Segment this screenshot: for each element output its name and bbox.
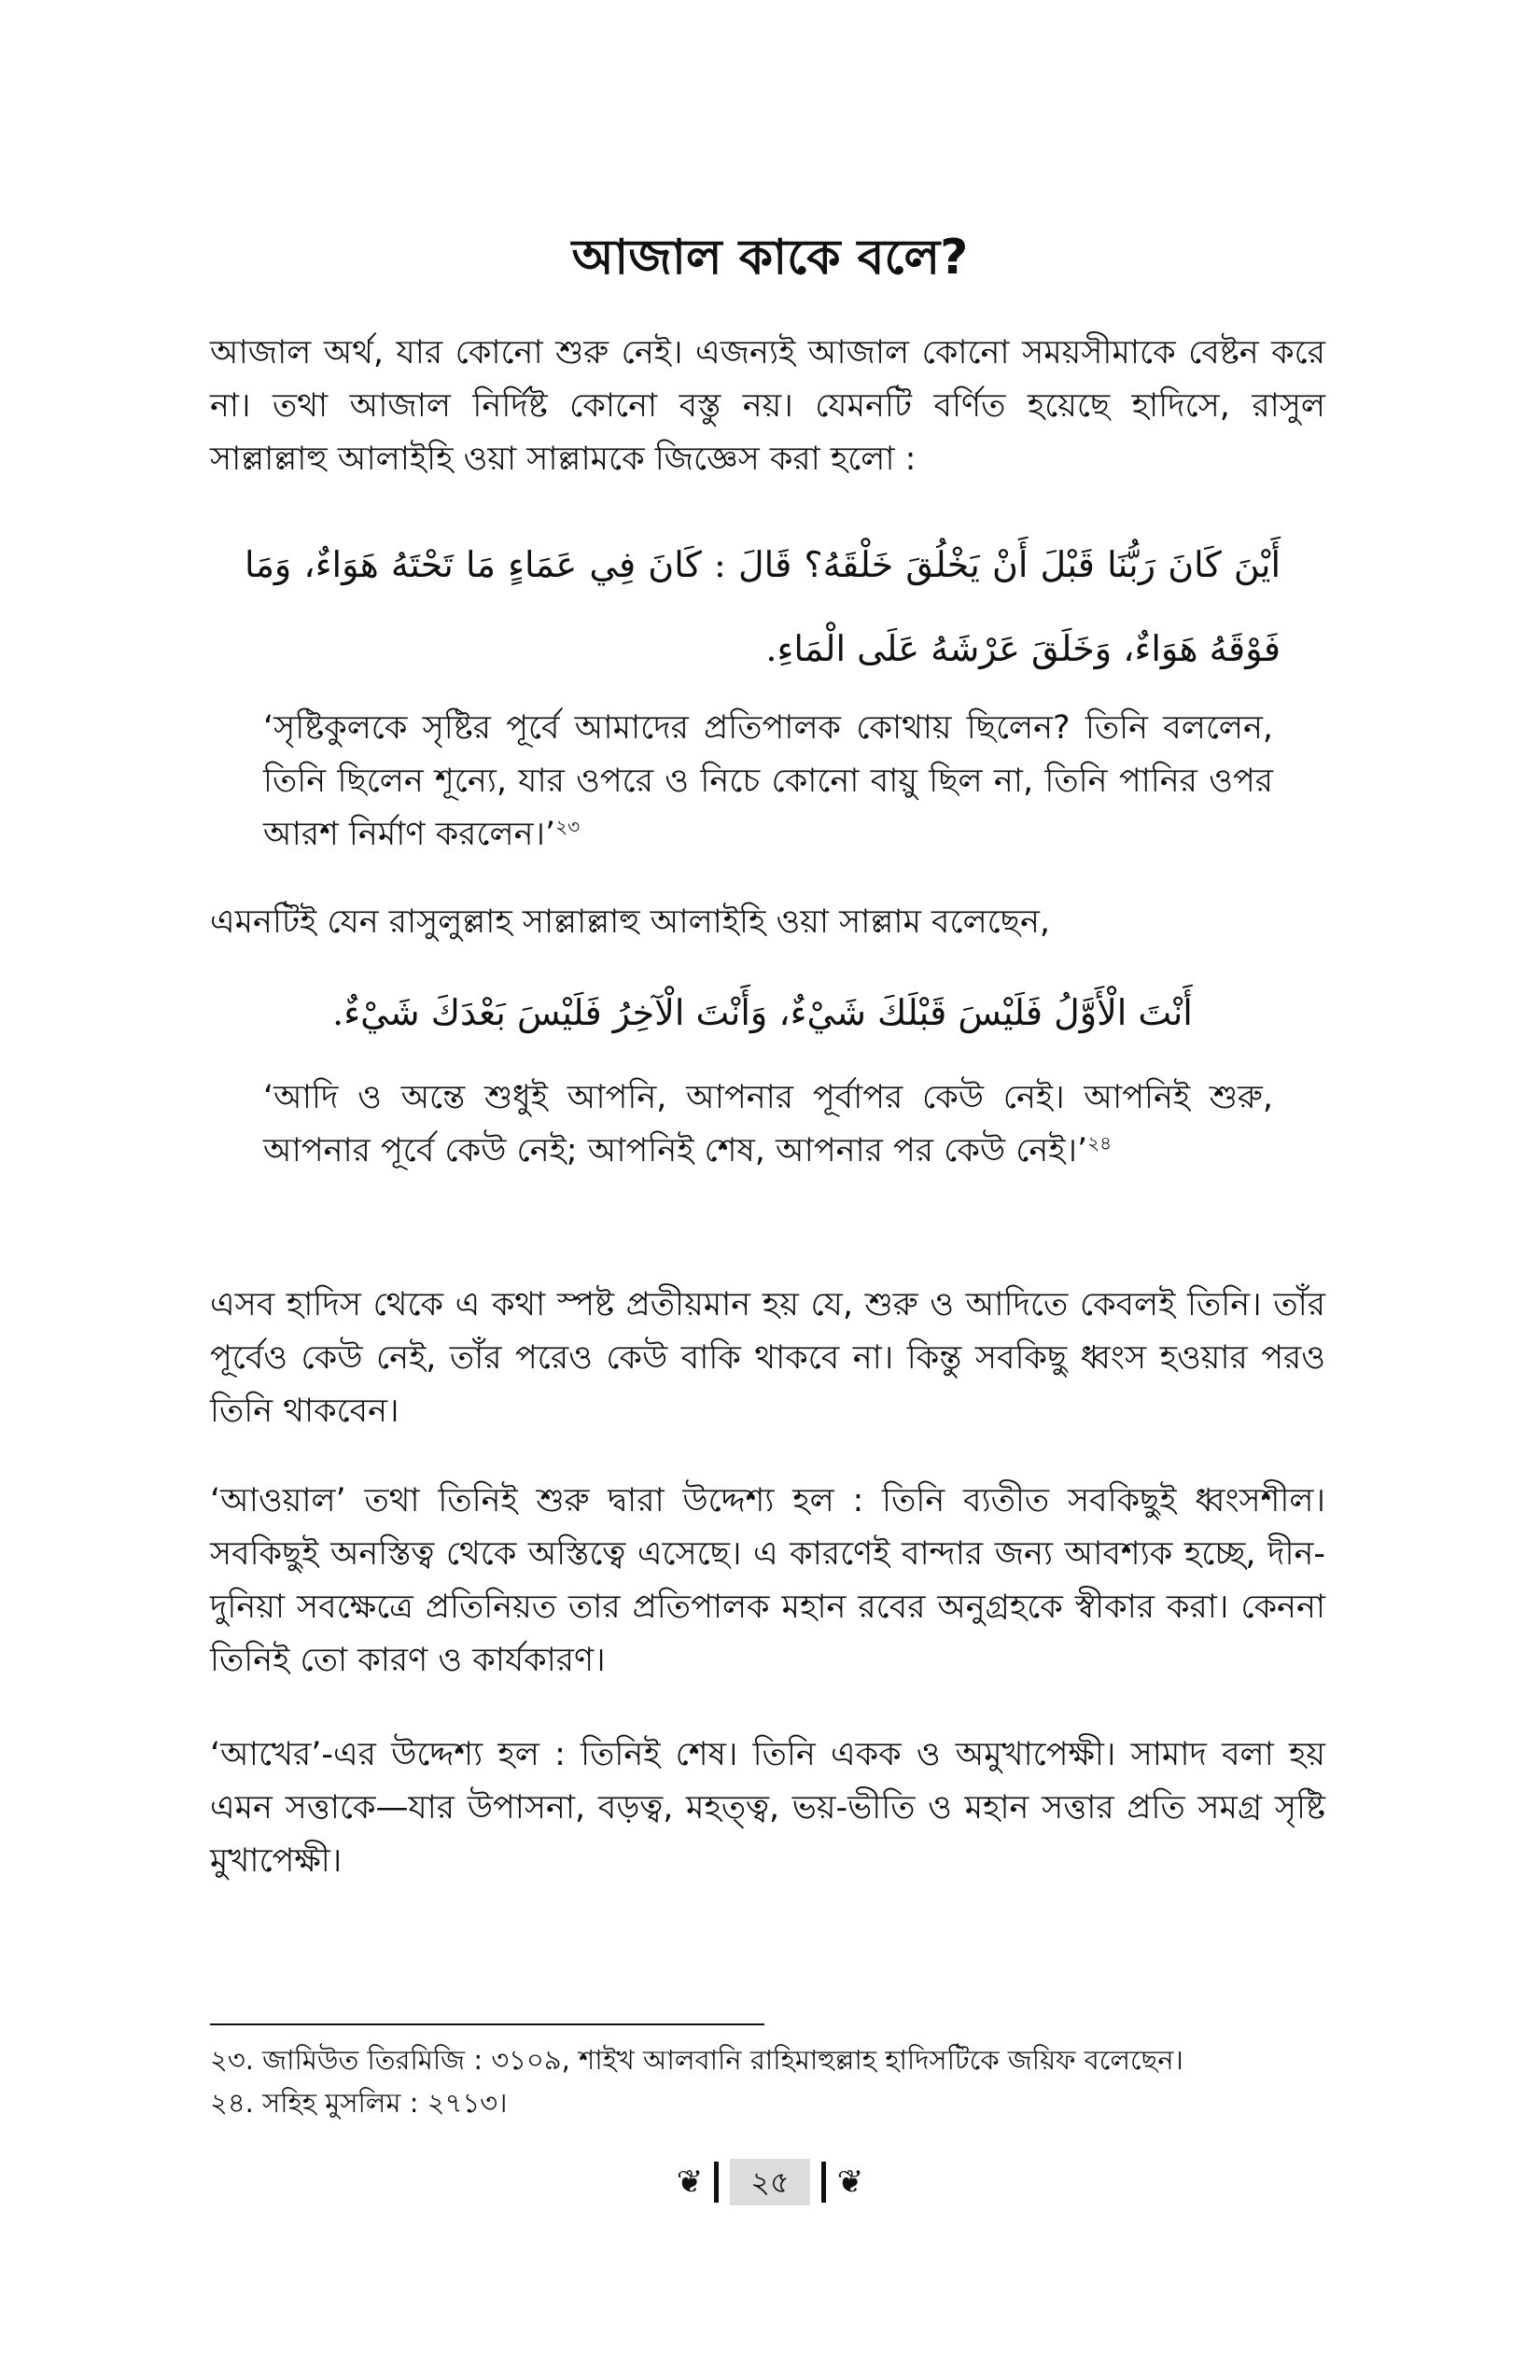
footnote-ref-23: ২৩	[555, 815, 581, 838]
footnote-23: ২৩. জামিউত তিরমিজি : ৩১০৯, শাইখ আলবানি রাহিমাহুল্লাহ হাদিসটিকে জয়িফ বলেছেন।	[210, 2044, 1183, 2076]
footnote-ref-24: ২৪	[1087, 1131, 1113, 1155]
floral-ornament-left-icon: ❦	[676, 2163, 704, 2201]
footnote-divider	[210, 2023, 764, 2025]
paragraph-lead-in: এমনটিই যেন রাসুলুল্লাহ সাল্লাল্লাহু আলাইহি ওয়া সাল্লাম বলেছেন,	[210, 903, 1050, 941]
quote-text-2: ‘আদি ও অন্তে শুধুই আপনি, আপনার পূর্বাপর কেউ নেই। আপনিই শুরু, আপনার পূর্বে কেউ নেই; আপনিই শেষ, আপনার পর কেউ নেই।’	[263, 1079, 1273, 1169]
page-number: ২৫	[730, 2159, 810, 2205]
floral-ornament-right-icon: ❦	[836, 2163, 864, 2201]
folio-bar-left	[714, 2162, 719, 2203]
paragraph-explanation: এসব হাদিস থেকে এ কথা স্পষ্ট প্রতীয়মান হয় যে, শুরু ও আদিতে কেবলই তিনি। তাঁর পূর্বেও কেউ নেই, তাঁর পরেও কেউ বাকি থাকবে না। কিন্তু সবকিছু ধ্বংস হওয়ার পরও তিনি থাকবেন।	[210, 1286, 1325, 1430]
page-folio	[0, 2154, 1540, 2210]
arabic-hadith-2: أَنْتَ الْأَوَّلُ فَلَيْسَ قَبْلَكَ شَيْءٌ، وَأَنْتَ الْآخِرُ فَلَيْسَ بَعْدَكَ شَيْءٌ.	[332, 992, 1193, 1033]
folio-bar-right	[821, 2162, 826, 2203]
page-title: আজাল কাকে বলে?	[571, 230, 969, 286]
quote-text-1: ‘সৃষ্টিকুলকে সৃষ্টির পূর্বে আমাদের প্রতিপালক কোথায় ছিলেন? তিনি বললেন, তিনি ছিলেন শূন্যে, যার ওপরে ও নিচে কোনো বায়ু ছিল না, তিনি পানির ওপর আরশ নির্মাণ করলেন।’	[263, 709, 1273, 853]
paragraph-awwal: ‘আওয়াল’ তথা তিনিই শুরু দ্বারা উদ্দেশ্য হল : তিনি ব্যতীত সবকিছুই ধ্বংসশীল। সবকিছুই অনস্তিত্ব থেকে অস্তিত্বে এসেছে। এ কারণেই বান্দার জন্য আবশ্যক হচ্ছে, দীন-দুনিয়া সবক্ষেত্রে প্রতিনিয়ত তার প্রতিপালক মহান রবের অনুগ্রহকে স্বীকার করা। কেননা তিনিই তো কারণ ও কার্যকারণ।	[210, 1482, 1325, 1679]
quote-translation-2	[263, 1071, 1273, 1178]
paragraph-intro: আজাল অর্থ, যার কোনো শুরু নেই। এজন্যই আজাল কোনো সময়সীমাকে বেষ্টন করে না। তথা আজাল নির্দিষ্ট কোনো বস্তু নয়। যেমনটি বর্ণিত হয়েছে হাদিসে, রাসুল সাল্লাল্লাহু আলাইহি ওয়া সাল্লামকে জিজ্ঞেস করা হলো :	[210, 334, 1325, 478]
paragraph-akher: ‘আখের’-এর উদ্দেশ্য হল : তিনিই শেষ। তিনি একক ও অমুখাপেক্ষী। সামাদ বলা হয় এমন সত্তাকে—যার উপাসনা, বড়ত্ব, মহত্ত্ব, ভয়-ভীতি ও মহান সত্তার প্রতি সমগ্র সৃষ্টি মুখাপেক্ষী।	[210, 1736, 1325, 1880]
arabic-hadith-1: أَيْنَ كَانَ رَبُّنَا قَبْلَ أَنْ يَخْلُقَ خَلْقَهُ؟ قَالَ : كَانَ فِي عَمَاءٍ مَا تَحْتَهُ هَوَاءٌ، وَمَا فَوْقَهُ هَوَاءٌ، وَخَلَقَ عَرْشَهُ عَلَى الْمَاءِ.	[245, 544, 1281, 669]
quote-translation-1	[263, 702, 1273, 861]
footnote-24: ২৪. সহিহ মুসলিম : ২৭১৩।	[210, 2087, 508, 2119]
